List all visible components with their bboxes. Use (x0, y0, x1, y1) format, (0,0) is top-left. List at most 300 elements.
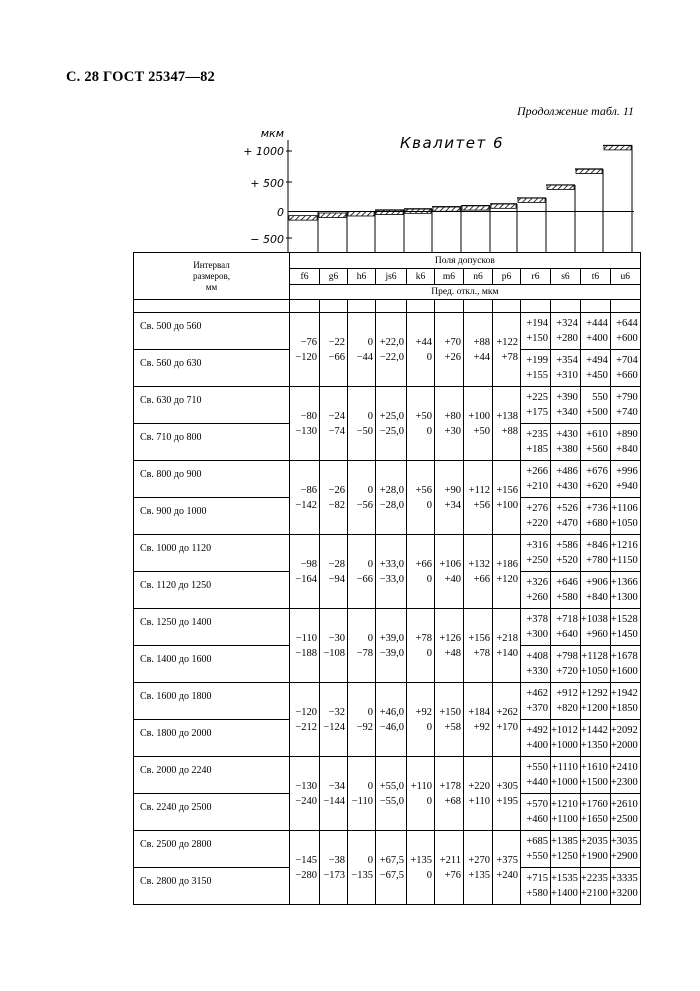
deviation-value: +92 (473, 721, 490, 733)
deviation-value: −28,0 (379, 499, 404, 511)
deviation-cell (610, 794, 640, 831)
size-interval-cell: Св. 560 до 630 (134, 350, 290, 387)
y-tick-label: 0 (277, 206, 284, 219)
deviation-cell (580, 831, 610, 868)
tolerance-band (433, 207, 460, 212)
tolerance-band (376, 210, 403, 215)
tolerance-band (518, 198, 545, 203)
deviation-value: −120 (295, 706, 317, 718)
deviation-value: −124 (323, 721, 345, 733)
deviation-value: +1442 (580, 725, 608, 736)
deviation-cell (610, 868, 640, 905)
shared-deviation-cell (320, 313, 348, 387)
deviation-cell (580, 683, 610, 720)
size-interval-cell: Св. 2240 до 2500 (134, 794, 290, 831)
deviation-value: +2235 (580, 873, 608, 884)
deviation-value: +30 (444, 425, 461, 437)
shared-deviation-cell (464, 313, 493, 387)
deviation-cell (551, 720, 581, 757)
column-header: t6 (580, 269, 610, 285)
deviation-value: +260 (526, 592, 548, 603)
deviation-cell (521, 535, 551, 572)
deviation-value: −78 (356, 647, 373, 659)
deviation-cell (551, 868, 581, 905)
deviation-cell (521, 498, 551, 535)
shared-deviation-cell (320, 831, 348, 905)
deviation-value: +840 (616, 444, 638, 455)
deviation-value: +3335 (610, 873, 638, 884)
deviation-cell (580, 868, 610, 905)
column-header: r6 (521, 269, 551, 285)
deviation-value: +526 (556, 503, 578, 514)
deviation-value: +34 (444, 499, 461, 511)
deviation-value: +235 (526, 429, 548, 440)
deviation-value: +78 (473, 647, 490, 659)
deviation-value: +33,0 (379, 558, 404, 570)
deviation-value: +185 (526, 444, 548, 455)
deviation-value: −98 (300, 558, 317, 570)
deviation-cell (580, 387, 610, 424)
deviation-value: +2000 (610, 740, 638, 751)
deviation-cell (580, 350, 610, 387)
deviation-cell (551, 757, 581, 794)
deviation-value: +1385 (551, 836, 578, 847)
deviation-value: +462 (526, 688, 548, 699)
size-interval-cell: Св. 1600 до 1800 (134, 683, 290, 720)
deviation-cell (580, 646, 610, 683)
deviation-value: +186 (496, 558, 518, 570)
interval-header-text: размеров, (192, 270, 231, 281)
deviation-value: +500 (586, 407, 608, 418)
deviation-cell (551, 424, 581, 461)
shared-deviation-cell (493, 461, 521, 535)
deviation-value: +960 (586, 629, 608, 640)
deviation-cell (580, 794, 610, 831)
deviation-value: +486 (556, 466, 578, 477)
deviation-cell (521, 831, 551, 868)
deviation-value: +2410 (610, 762, 638, 773)
tolerance-table (133, 252, 641, 905)
shared-deviation-cell (290, 757, 320, 831)
column-header: k6 (407, 269, 435, 285)
deviation-value: +310 (556, 370, 578, 381)
deviation-value: +220 (468, 780, 490, 792)
y-tick-label: + 500 (250, 177, 284, 190)
tolerance-band (547, 185, 574, 190)
deviation-value: +56 (415, 484, 432, 496)
deviation-value: +1106 (611, 503, 638, 514)
tolerance-band (491, 204, 516, 209)
deviation-cell (521, 609, 551, 646)
deviation-value: +1610 (580, 762, 608, 773)
tolerance-fields-header: Поля допусков (290, 253, 641, 269)
deviation-cell (610, 387, 640, 424)
deviation-value: −39,0 (379, 647, 404, 659)
shared-deviation-cell (290, 313, 320, 387)
tolerance-band (604, 145, 631, 150)
deviation-value: +354 (556, 355, 578, 366)
deviation-value: +620 (586, 481, 608, 492)
deviation-value: −24 (328, 410, 345, 422)
deviation-value: +586 (556, 540, 578, 551)
shared-deviation-cell (435, 683, 464, 757)
deviation-value: +1000 (551, 777, 578, 788)
deviation-value: +195 (496, 795, 518, 807)
deviation-cell (580, 313, 610, 350)
deviation-value: +90 (444, 484, 461, 496)
deviation-value: 0 (426, 425, 432, 437)
deviation-value: +560 (586, 444, 608, 455)
deviation-value: −120 (295, 351, 317, 363)
deviation-value: +736 (586, 503, 608, 514)
deviation-value: +138 (496, 410, 518, 422)
interval-header-text: мм (205, 281, 218, 292)
deviation-cell (551, 572, 581, 609)
shared-deviation-cell (320, 535, 348, 609)
table-row (134, 683, 641, 720)
deviation-value: 0 (426, 573, 432, 585)
shared-deviation-cell (493, 387, 521, 461)
interval-header-text: Интервал (193, 259, 230, 270)
shared-deviation-cell (348, 683, 376, 757)
deviation-value: +110 (468, 795, 490, 807)
deviation-value: +262 (496, 706, 518, 718)
deviation-value: +1678 (610, 651, 638, 662)
deviation-cell (580, 720, 610, 757)
shared-deviation-cell (348, 313, 376, 387)
spacer-cell (464, 300, 493, 313)
deviation-value: +211 (439, 854, 461, 866)
y-tick-label: + 1000 (243, 145, 284, 158)
deviation-value: +330 (526, 666, 548, 677)
shared-deviation-cell (290, 831, 320, 905)
deviation-value: +132 (468, 558, 490, 570)
deviation-value: +1012 (551, 725, 578, 736)
deviation-value: +2610 (610, 799, 638, 810)
spacer-cell (551, 300, 581, 313)
deviation-value: +266 (526, 466, 548, 477)
deviation-value: 0 (426, 721, 432, 733)
deviation-cell (610, 424, 640, 461)
deviation-value: +1100 (551, 814, 578, 825)
deviation-value: −240 (295, 795, 317, 807)
deviation-value: −94 (328, 573, 345, 585)
deviation-value: +100 (496, 499, 518, 511)
deviation-value: +375 (496, 854, 518, 866)
deviation-value: +1200 (580, 703, 608, 714)
size-interval-cell: Св. 2800 до 3150 (134, 868, 290, 905)
deviation-cell (551, 831, 581, 868)
tolerance-band (576, 169, 602, 174)
deviation-value: +1366 (610, 577, 638, 588)
deviation-cell (521, 868, 551, 905)
deviation-cell (551, 498, 581, 535)
deviation-value: +80 (444, 410, 461, 422)
deviation-value: 0 (426, 647, 432, 659)
tolerance-band (462, 206, 489, 211)
column-header: g6 (320, 269, 348, 285)
size-interval-cell: Св. 2500 до 2800 (134, 831, 290, 868)
shared-deviation-cell (407, 683, 435, 757)
deviation-value: +380 (556, 444, 578, 455)
size-interval-cell: Св. 800 до 900 (134, 461, 290, 498)
deviation-value: +1038 (580, 614, 608, 625)
shared-deviation-cell (376, 313, 407, 387)
deviation-value: +1150 (611, 555, 638, 566)
deviation-value: +280 (556, 333, 578, 344)
column-header: s6 (551, 269, 581, 285)
deviation-cell (610, 313, 640, 350)
deviation-cell (580, 757, 610, 794)
deviation-value: +646 (556, 577, 578, 588)
deviation-value: +400 (586, 333, 608, 344)
spacer-cell (493, 300, 521, 313)
deviation-value: +66 (473, 573, 490, 585)
deviation-value: +740 (616, 407, 638, 418)
shared-deviation-cell (290, 461, 320, 535)
deviation-value: −28 (328, 558, 345, 570)
column-header: js6 (376, 269, 407, 285)
deviation-value: +798 (556, 651, 578, 662)
deviation-value: +184 (468, 706, 490, 718)
deviation-value: +44 (473, 351, 490, 363)
deviation-value: +1050 (610, 518, 638, 529)
size-interval-cell: Св. 1250 до 1400 (134, 609, 290, 646)
deviation-value: +106 (439, 558, 461, 570)
deviation-value: +2500 (610, 814, 638, 825)
tolerance-band (289, 216, 317, 221)
deviation-value: 0 (426, 869, 432, 881)
y-tick-label: − 500 (250, 233, 284, 246)
deviation-value: −30 (328, 632, 345, 644)
deviation-value: +150 (526, 333, 548, 344)
shared-deviation-cell (407, 609, 435, 683)
table-row (134, 461, 641, 498)
shared-deviation-cell (435, 609, 464, 683)
deviation-value: +640 (556, 629, 578, 640)
deviation-value: +276 (526, 503, 548, 514)
deviation-value: +135 (468, 869, 490, 881)
deviation-value: +175 (526, 407, 548, 418)
deviation-value: +88 (501, 425, 518, 437)
deviation-value: +470 (556, 518, 578, 529)
deviation-value: +1942 (610, 688, 638, 699)
shared-deviation-cell (493, 757, 521, 831)
table-row (134, 757, 641, 794)
deviation-value: +430 (556, 481, 578, 492)
deviation-value: +1250 (551, 851, 578, 862)
tolerance-band (319, 213, 346, 218)
table-row (134, 313, 641, 350)
deviation-value: −67,5 (379, 869, 404, 881)
deviation-value: +550 (526, 851, 548, 862)
deviation-value: +250 (526, 555, 548, 566)
deviation-value: −50 (356, 425, 373, 437)
shared-deviation-cell (464, 461, 493, 535)
deviation-value: +218 (496, 632, 518, 644)
deviation-cell (521, 572, 551, 609)
deviation-value: +940 (616, 481, 638, 492)
deviation-value: −130 (295, 780, 317, 792)
deviation-value: +225 (526, 392, 548, 403)
spacer-cell (348, 300, 376, 313)
deviation-value: +890 (616, 429, 638, 440)
shared-deviation-cell (348, 387, 376, 461)
deviation-value: +26 (444, 351, 461, 363)
column-header: p6 (493, 269, 521, 285)
deviation-value: +906 (586, 577, 608, 588)
deviation-value: +430 (556, 429, 578, 440)
deviation-value: +2035 (580, 836, 608, 847)
deviation-value: +78 (415, 632, 432, 644)
deviation-value: +1600 (610, 666, 638, 677)
shared-deviation-cell (493, 831, 521, 905)
deviation-value: +1400 (551, 888, 578, 899)
deviation-value: +194 (526, 318, 548, 329)
spacer-cell (435, 300, 464, 313)
deviation-value: +704 (616, 355, 638, 366)
deviation-value: −144 (323, 795, 345, 807)
shared-deviation-cell (348, 535, 376, 609)
deviation-value: 0 (367, 484, 373, 496)
deviation-cell (610, 572, 640, 609)
deviation-value: +1110 (551, 762, 578, 773)
size-interval-cell: Св. 1800 до 2000 (134, 720, 290, 757)
spacer-cell (610, 300, 640, 313)
deviation-value: +155 (526, 370, 548, 381)
size-interval-cell: Св. 630 до 710 (134, 387, 290, 424)
deviation-value: +78 (501, 351, 518, 363)
deviation-value: −56 (356, 499, 373, 511)
deviation-value: 0 (426, 351, 432, 363)
size-interval-cell: Св. 1000 до 1120 (134, 535, 290, 572)
deviation-value: −110 (351, 795, 373, 807)
deviation-value: +50 (473, 425, 490, 437)
deviation-value: +25,0 (379, 410, 404, 422)
deviation-value: −33,0 (379, 573, 404, 585)
deviation-value: +88 (473, 336, 490, 348)
shared-deviation-cell (320, 609, 348, 683)
spacer-cell (134, 300, 290, 313)
deviation-value: +150 (439, 706, 461, 718)
deviation-value: 0 (367, 336, 373, 348)
deviation-value: +680 (586, 518, 608, 529)
deviation-value: +820 (556, 703, 578, 714)
deviation-value: +1216 (610, 540, 638, 551)
deviation-value: +48 (444, 647, 461, 659)
column-header: h6 (348, 269, 376, 285)
spacer-cell (290, 300, 320, 313)
deviation-value: +324 (556, 318, 578, 329)
shared-deviation-cell (290, 535, 320, 609)
deviation-cell (521, 683, 551, 720)
spacer-cell (320, 300, 348, 313)
spacer-cell (407, 300, 435, 313)
deviation-value: +1000 (551, 740, 578, 751)
shared-deviation-cell (348, 609, 376, 683)
shared-deviation-cell (435, 757, 464, 831)
deviation-value: +135 (410, 854, 432, 866)
deviation-value: −92 (356, 721, 373, 733)
deviation-cell (580, 535, 610, 572)
deviation-value: −110 (295, 632, 317, 644)
tolerance-bars (289, 145, 632, 252)
shared-deviation-cell (376, 831, 407, 905)
spacer-cell (580, 300, 610, 313)
deviation-value: +22,0 (379, 336, 404, 348)
deviation-units-header: Пред. откл., мкм (290, 285, 641, 300)
deviation-value: +1350 (580, 740, 608, 751)
deviation-value: +1450 (610, 629, 638, 640)
deviation-value: +178 (439, 780, 461, 792)
deviation-cell (521, 757, 551, 794)
spacer-cell (376, 300, 407, 313)
deviation-value: +28,0 (379, 484, 404, 496)
deviation-value: +718 (556, 614, 578, 625)
deviation-value: +305 (496, 780, 518, 792)
deviation-value: +67,5 (379, 854, 404, 866)
shared-deviation-cell (435, 387, 464, 461)
deviation-value: +3035 (610, 836, 638, 847)
shared-deviation-cell (464, 535, 493, 609)
deviation-cell (551, 535, 581, 572)
deviation-value: +126 (439, 632, 461, 644)
deviation-value: +220 (526, 518, 548, 529)
deviation-cell (551, 609, 581, 646)
shared-deviation-cell (320, 387, 348, 461)
deviation-value: +112 (468, 484, 490, 496)
deviation-cell (521, 646, 551, 683)
tolerance-band (348, 212, 374, 217)
tolerance-field-diagram (0, 0, 700, 260)
deviation-value: +39,0 (379, 632, 404, 644)
deviation-value: −26 (328, 484, 345, 496)
shared-deviation-cell (348, 757, 376, 831)
deviation-value: −188 (295, 647, 317, 659)
deviation-value: −66 (356, 573, 373, 585)
interval-header-cell (134, 253, 290, 300)
deviation-value: 0 (367, 558, 373, 570)
deviation-value: −135 (351, 869, 373, 881)
deviation-value: +1850 (610, 703, 638, 714)
deviation-value: +156 (496, 484, 518, 496)
size-interval-cell: Св. 1400 до 1600 (134, 646, 290, 683)
deviation-value: −44 (356, 351, 373, 363)
shared-deviation-cell (320, 683, 348, 757)
shared-deviation-cell (348, 461, 376, 535)
diagram-title: Квалитет 6 (400, 134, 505, 152)
deviation-value: +170 (496, 721, 518, 733)
shared-deviation-cell (376, 461, 407, 535)
deviation-value: 0 (367, 854, 373, 866)
shared-deviation-cell (407, 535, 435, 609)
deviation-value: −173 (323, 869, 345, 881)
deviation-value: −32 (328, 706, 345, 718)
size-interval-cell: Св. 710 до 800 (134, 424, 290, 461)
shared-deviation-cell (493, 683, 521, 757)
deviation-value: +644 (616, 318, 638, 329)
deviation-value: +140 (496, 647, 518, 659)
deviation-value: +550 (526, 762, 548, 773)
deviation-value: +50 (415, 410, 432, 422)
deviation-value: +460 (526, 814, 548, 825)
deviation-cell (551, 387, 581, 424)
shared-deviation-cell (435, 313, 464, 387)
shared-deviation-cell (376, 609, 407, 683)
shared-deviation-cell (290, 387, 320, 461)
deviation-value: +570 (526, 799, 548, 810)
deviation-value: +996 (616, 466, 638, 477)
